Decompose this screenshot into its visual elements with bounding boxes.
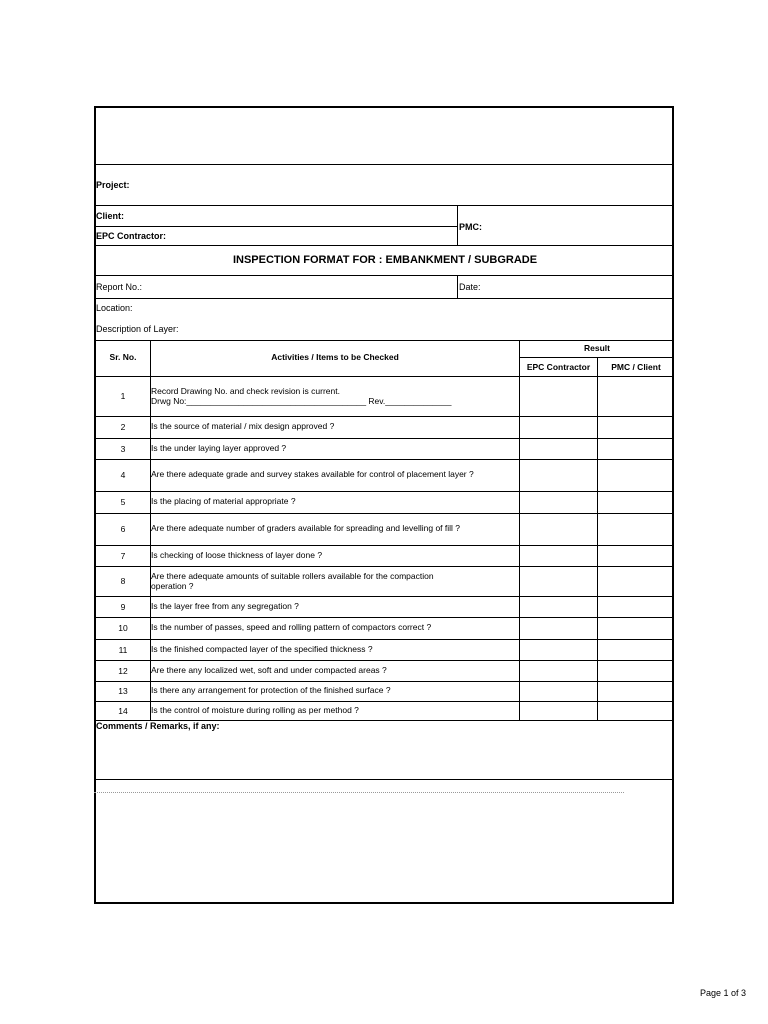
- client-label: Client:: [96, 211, 124, 221]
- row-number: 3: [120, 443, 126, 454]
- location-label: Location:: [96, 303, 133, 313]
- divider: [96, 245, 674, 246]
- epc-contractor-label: EPC Contractor:: [96, 231, 167, 241]
- divider: [96, 205, 674, 206]
- pmc-label: PMC:: [459, 222, 482, 232]
- row-activity: Is checking of loose thickness of layer done ?: [151, 549, 323, 560]
- col-pmc-header: PMC / Client: [611, 362, 661, 372]
- table-header-bottom: [96, 376, 674, 377]
- row-divider: [96, 459, 674, 460]
- row-number: 14: [118, 705, 128, 716]
- row-number: 5: [120, 497, 126, 507]
- row-number: 7: [120, 550, 126, 561]
- comments-label: Comments / Remarks, if any:: [96, 721, 220, 731]
- row-activity: Are there adequate amounts of suitable rollers available for the compaction: [151, 571, 434, 581]
- description-label: Description of Layer:: [96, 324, 179, 334]
- table-top: [96, 340, 674, 341]
- row-divider: [96, 681, 674, 682]
- divider: [457, 275, 458, 298]
- divider: [96, 298, 674, 299]
- form-title: INSPECTION FORMAT FOR : EMBANKMENT / SUBGRADE: [232, 254, 538, 266]
- row-activity: Is the layer free from any segregation ?: [151, 600, 299, 611]
- column-divider: [519, 340, 520, 720]
- col-epc-header: EPC Contractor: [526, 362, 591, 372]
- project-label: Project:: [96, 180, 130, 190]
- row-number: 2: [120, 422, 126, 432]
- row-activity: Are there adequate grade and survey stakes available for control of placement layer ?: [151, 469, 474, 479]
- divider: [457, 205, 458, 245]
- page-number: Page 1 of 3: [699, 988, 746, 998]
- row-number: 9: [120, 601, 126, 612]
- row-divider: [96, 438, 674, 439]
- row-divider: [96, 617, 674, 618]
- row-divider: [96, 513, 674, 514]
- row-number: 11: [118, 644, 128, 655]
- inspection-form: [94, 106, 674, 904]
- row-number: 4: [120, 470, 126, 480]
- divider: [96, 275, 674, 276]
- row-number: 13: [118, 686, 128, 696]
- row-divider: [96, 566, 674, 567]
- divider: [96, 164, 674, 165]
- col-activities-header: Activities / Items to be Checked: [271, 352, 399, 362]
- divider: [96, 779, 674, 780]
- row-divider: [96, 491, 674, 492]
- row-activity: Is the placing of material appropriate ?: [151, 496, 296, 506]
- row-activity: Is the source of material / mix design approved ?: [151, 421, 335, 431]
- row-number: 10: [118, 623, 128, 633]
- row-number: 6: [120, 524, 126, 534]
- row-activity: Record Drawing No. and check revision is current.: [151, 386, 340, 396]
- row-activity: Is the finished compacted layer of the specified thickness ?: [151, 643, 373, 654]
- col-srno-header: Sr. No.: [109, 352, 137, 362]
- row-activity: Is the number of passes, speed and rolling pattern of compactors correct ?: [151, 622, 432, 632]
- row-divider: [96, 660, 674, 661]
- row-number: 8: [120, 576, 126, 586]
- row-activity-line2: Drwg No:______________________________________ Rev.______________: [151, 396, 452, 406]
- column-divider: [597, 357, 598, 720]
- report-no-label: Report No.:: [96, 282, 143, 292]
- row-divider: [96, 596, 674, 597]
- dotted-line: [94, 792, 624, 793]
- row-activity: Is the control of moisture during rolling as per method ?: [151, 704, 359, 715]
- row-activity: Are there any localized wet, soft and under compacted areas ?: [151, 664, 387, 675]
- row-divider: [96, 639, 674, 640]
- divider: [96, 226, 458, 227]
- row-activity: Is the under laying layer approved ?: [151, 442, 287, 453]
- row-divider: [96, 545, 674, 546]
- row-divider: [96, 416, 674, 417]
- row-number: 12: [118, 665, 128, 676]
- row-activity: Are there adequate number of graders available for spreading and levelling of fill ?: [151, 523, 461, 533]
- row-activity-line2: operation ?: [151, 581, 194, 591]
- row-divider: [96, 701, 674, 702]
- col-result-header: Result: [584, 343, 610, 353]
- row-activity: Is there any arrangement for protection of the finished surface ?: [151, 685, 391, 695]
- date-label: Date:: [459, 282, 481, 292]
- row-number: 1: [120, 391, 126, 401]
